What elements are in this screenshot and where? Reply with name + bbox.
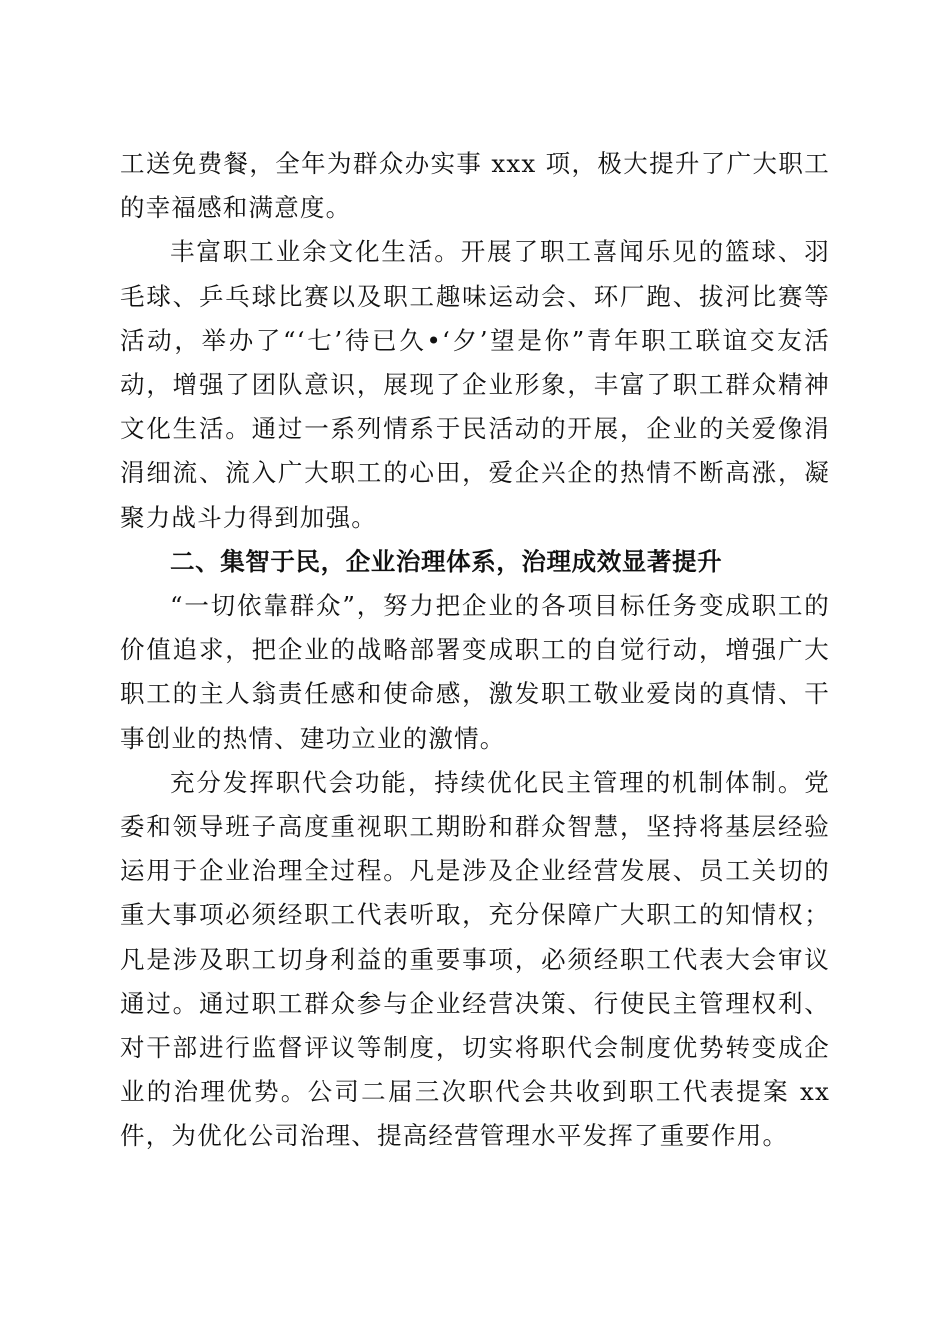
section-heading: 二、集智于民，企业治理体系，治理成效显著提升 — [170, 546, 723, 576]
body-paragraph-culture-life: 丰富职工业余文化生活。开展了职工喜闻乐见的篮球、羽毛球、乒乓球比赛以及职工趣味运动会、环厂跑、拔河比赛等活动，举办了“‘七’待已久•‘夕’望是你”青年职工联谊交友活动，增强了团队意识，展现了企业形象，丰富了职工群众精神文化生活。通过一系列情系于民活动的开展，企业的关爱像涓涓细流、流入广大职工的心田，爱企兴企的热情不断高涨，凝聚力战斗力得到加强。 — [120, 237, 830, 532]
document-body — [120, 142, 830, 1159]
body-paragraph-workers-congress: 充分发挥职代会功能，持续优化民主管理的机制体制。党委和领导班子高度重视职工期盼和群众智慧，坚持将基层经验运用于企业治理全过程。凡是涉及企业经营发展、员工关切的重大事项必须经职工代表听取，充分保障广大职工的知情权；凡是涉及职工切身利益的重要事项，必须经职工代表大会审议通过。通过职工群众参与企业经营决策、行使民主管理权利、对干部进行监督评议等制度，切实将职代会制度优势转变成企业的治理优势。公司二届三次职代会共收到职工代表提案 xx 件，为优化公司治理、提高经营管理水平发挥了重要作用。 — [120, 767, 830, 1151]
body-paragraph-continued: 工送免费餐，全年为群众办实事 xxx 项，极大提升了广大职工的幸福感和满意度。 — [120, 149, 830, 223]
body-paragraph-rely-on-masses: “一切依靠群众”，努力把企业的各项目标任务变成职工的价值追求，把企业的战略部署变成职工的自觉行动，增强广大职工的主人翁责任感和使命感，激发职工敬业爱岗的真情、干事创业的热情、建功立业的激情。 — [120, 591, 830, 753]
